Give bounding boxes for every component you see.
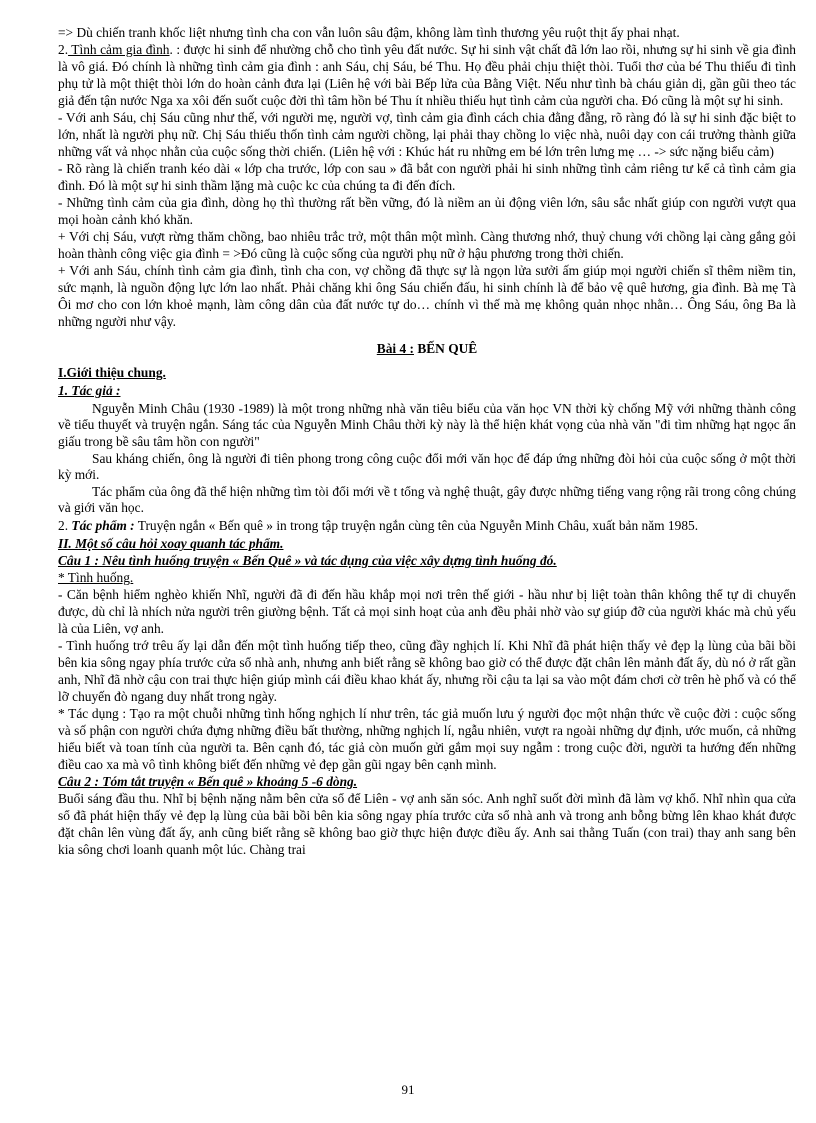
section-text: . : được hi sinh để nhường chỗ cho tình yêu đất nước. Sự hi sinh vật chất đã lớn lao rồi, nhưng sự hi sinh về gia đình là vô giá. Đó chính là những tình cảm gia đình : anh Sáu, chị Sáu, bé Thu. Họ đều phải chịu thiệt thòi. Tuổi thơ của bé Thu thiếu đi tình phụ tử là một thiệt thòi lớn do hoàn cảnh đưa lại (Liên hệ với bài Bếp lửa của Bằng Việt. Nếu như tình bà cháu giản dị, gần gũi theo tác giả đến tận nước Nga xa xôi đến suốt cuộc đời thì tâm hồn bé Thu ít nhiều thiếu hụt tình cảm của người cha. Đó cũng là một sự hi sinh.	[58, 42, 796, 108]
intro-section	[58, 364, 796, 535]
paragraph: - Với anh Sáu, chị Sáu cũng như thế, với người mẹ, người vợ, tình cảm gia đình cách chia đằng đẵng, rõ ràng đó là sự hi sinh đặc biệt to lớn, nhất là người phụ nữ. Chị Sáu thiếu thốn tình cảm người chồng, lại phải thay chồng lo việc nhà, nuôi dạy con cái trưởng thành giữa những vất vả nhọc nhằn của cuộc sống thời chiến. (Liên hệ với : Khúc hát ru những em bé lớn trên lưng mẹ … -> sức nặng biểu cảm)	[58, 110, 796, 159]
situation-label: * Tình huống.	[58, 570, 134, 586]
question-2-heading: Câu 2 : Tóm tắt truyện « Bến quê » khoảng 5 -6 dòng.	[58, 774, 358, 790]
paragraph: - Những tình cảm của gia đình, dòng họ thì thường rất bền vững, đó là niềm an ủi động viên lớn, sâu sắc nhất giúp con người vượt qua mọi hoàn cảnh khó khăn.	[58, 195, 796, 227]
author-paragraph: Tác phẩm của ông đã thể hiện những tìm tòi đổi mới về t tổng và nghệ thuật, gây được những tiếng vang rộng rãi trong công chúng và giới văn học.	[58, 483, 796, 516]
paragraph: - Rõ ràng là chiến tranh kéo dài « lớp cha trước, lớp con sau » đã bắt con người phải hi sinh những tình cảm riêng tư kể cả tình cảm gia đình. Đó là một sự hi sinh thầm lặng mà cuộc kc của chúng ta đi đến đích.	[58, 161, 796, 193]
work-label: Tác phẩm :	[68, 517, 135, 533]
paragraph: * Tác dụng : Tạo ra một chuỗi những tình hống nghịch lí như trên, tác giả muốn lưu ý người đọc một nhận thức về cuộc đời : cuộc sống và số phận con người chứa đựng những điều bất thường, những nghịch lí, ngẫu nhiên, vượt ra ngoài những dự định, ước muốn, cả những hiểu biết và toan tính của người ta. Bên cạnh đó, tác giả còn muốn gửi gắm mọi suy ngẫm : trong cuộc đời, người ta hướng đến những điều cao xa mà vô tình không biết đến những vẻ đẹp gần gũi ngay bên cạnh mình.	[58, 706, 796, 773]
part-2-heading: II. Một số câu hỏi xoay quanh tác phẩm.	[58, 536, 284, 552]
paragraph: + Với anh Sáu, chính tình cảm gia đình, tình cha con, vợ chồng đã thực sự là ngọn lửa sưởi ấm giúp mọi người chiến sĩ thêm niềm tin, sức mạnh, là nguồn động lực lớn lao nhất. Phải chăng khi ông Sáu chiến đấu, hi sinh chính là để bảo vệ quê hương, gia đình. Bà mẹ Tà Ôi mơ cho con lớn khoẻ mạnh, làm công dân của đất nước tự do… chính vì thế mà mẹ không quản nhọc nhằn… Ông Sáu, ông Ba là những người như vậy.	[58, 263, 796, 329]
author-heading: 1. Tác giả :	[58, 383, 121, 399]
section-label: Tình cảm gia đình	[68, 42, 170, 57]
intro-heading: I.Giới thiệu chung.	[58, 365, 166, 380]
lesson-title: Bài 4 : BẾN QUÊ	[376, 341, 478, 356]
author-paragraph: Sau kháng chiến, ông là người đi tiên phong trong công cuộc đổi mới văn học để đáp ứng những đòi hỏi của cuộc sống ở một thời kỳ mới.	[58, 450, 796, 483]
paragraph: - Tình huống trớ trêu ấy lại dẫn đến một tình huống tiếp theo, cũng đầy nghịch lí. Khi Nhĩ đã phát hiện thấy vẻ đẹp lạ lùng của bãi bồi bên kia sông ngay phía trước cửa sổ nhà anh, nhưng anh biết rằng sẽ không bao giờ có thể được đặt chân lên mảnh đất ấy, dù nó ở rất gần anh, Nhĩ đã nhờ cậu con trai thực hiện giúp mình cái điều khao khát ấy, nhưng rồi cậu ta lại sa vào một đám chơi cờ trên hè phố và có thể lỡ chuyến đò ngang duy nhất trong ngày.	[58, 638, 796, 705]
questions-section	[58, 535, 796, 858]
section-number: 2.	[58, 42, 69, 57]
document-page	[58, 24, 796, 858]
paragraph: - Căn bệnh hiểm nghèo khiến Nhĩ, người đã đi đến hầu khắp mọi nơi trên thế giới - hầu như bị liệt toàn thân không thể tự di chuyển được, dù chỉ là nhích nửa người trên giường bệnh. Tất cả mọi sinh hoạt của anh đều phải nhờ vào sự giúp đỡ của người khác mà chủ yếu là của Liên, vợ anh.	[58, 587, 796, 637]
conclusion-block	[58, 24, 796, 330]
paragraph: => Dù chiến tranh khốc liệt nhưng tình cha con vẫn luôn sâu đậm, không làm tình thương yêu ruột thịt ấy phai nhạt.	[58, 25, 680, 40]
paragraph: + Với chị Sáu, vượt rừng thăm chồng, bao nhiêu trắc trở, một thân một mình. Càng thương nhớ, thuỷ chung với chồng lại càng gắng gỏi hoàn thành công việc gia đình = >Đó cũng là cuộc sống của người phụ nữ ở hậu phương trong thời chiến.	[58, 229, 796, 261]
section-2-paragraph	[58, 41, 796, 109]
question-1-heading: Câu 1 : Nêu tình huống truyện « Bến Quê » và tác dụng của việc xây dựng tình huống đó.	[58, 553, 557, 569]
author-paragraph: Nguyễn Minh Châu (1930 -1989) là một trong những nhà văn tiêu biểu của văn học VN thời kỳ chống Mỹ với những thành công về tiểu thuyết và truyện ngắn. Sáng tác của Nguyễn Minh Châu thời kỳ này là thể hiện khát vọng của nhà văn "đi tìm những hạt ngọc ẩn giấu trong bề sâu tâm hồn con người"	[58, 400, 796, 449]
paragraph: Buổi sáng đầu thu. Nhĩ bị bệnh nặng nằm bên cửa sổ để Liên - vợ anh săn sóc. Anh nghĩ suốt đời mình đã làm vợ khổ. Nhĩ nhìn qua cửa sổ đã phát hiện thấy vẻ đẹp lạ lùng của bãi bồi bên kia sông ngay phía trước cửa sổ nhà anh và trong anh bỗng bừng lên khao khát được đặt chân lên vùng đất ấy, anh cũng biết rằng sẽ không bao giờ thực hiện được điều ấy. Anh sai thằng Tuấn (con trai) thay anh sang bên kia sông chơi loanh quanh một lúc. Chàng trai	[58, 791, 796, 858]
page-number: 91	[401, 1082, 415, 1097]
work-paragraph: 2. Tác phẩm : Truyện ngắn « Bến quê » in trong tập truyện ngắn cùng tên của Nguyễn Minh Châu, xuất bản năm 1985.	[58, 517, 699, 533]
